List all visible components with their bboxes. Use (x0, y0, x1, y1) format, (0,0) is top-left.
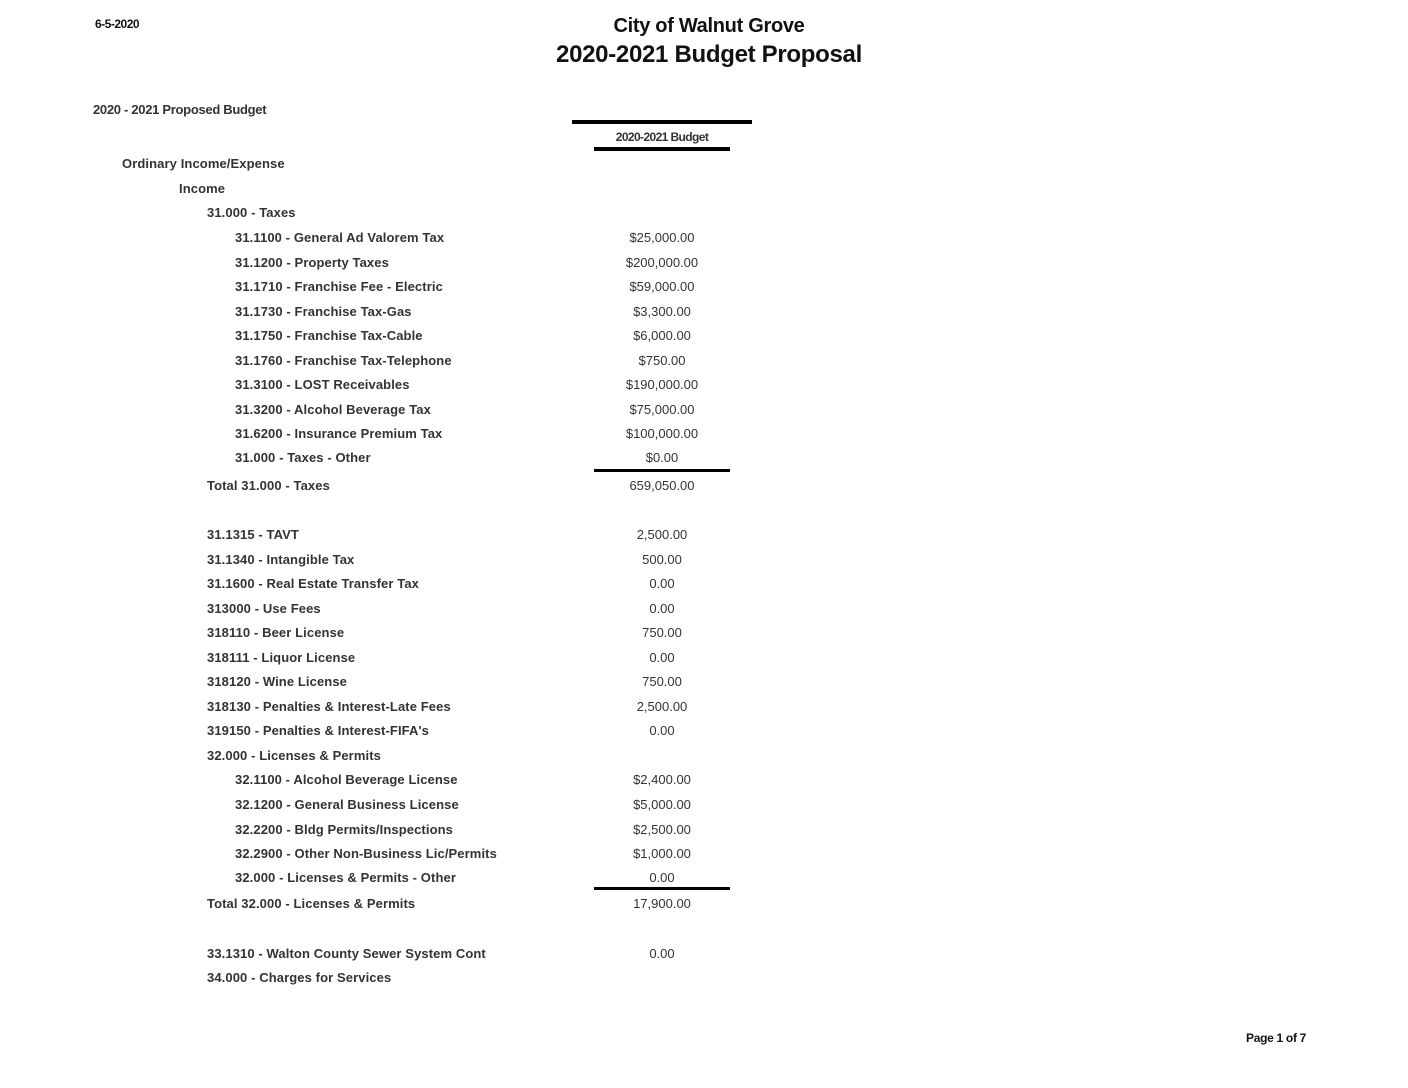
row-value: $25,000.00 (629, 230, 695, 245)
row-value: $2,500.00 (633, 822, 691, 837)
row-value: 17,900.00 (633, 896, 691, 911)
row-value: 750.00 (642, 674, 682, 689)
table-row (0, 946, 1408, 966)
row-value: 0.00 (649, 723, 675, 738)
table-row (0, 970, 1408, 990)
table-row (0, 650, 1408, 670)
table-row (0, 797, 1408, 817)
table-row (0, 328, 1408, 348)
row-label: 34.000 - Charges for Services (207, 970, 392, 985)
row-label: 31.6200 - Insurance Premium Tax (235, 426, 443, 441)
row-value: 2,500.00 (636, 527, 688, 542)
table-row (0, 748, 1408, 768)
table-row (0, 377, 1408, 397)
table-row (0, 230, 1408, 250)
row-label: 318111 - Liquor License (207, 650, 356, 665)
row-value: $1,000.00 (633, 846, 691, 861)
row-label: Total 31.000 - Taxes (207, 478, 330, 493)
table-row (0, 822, 1408, 842)
report-subtitle: 2020 - 2021 Proposed Budget (93, 102, 267, 117)
row-label: 313000 - Use Fees (207, 601, 321, 616)
table-row (0, 205, 1408, 225)
row-value: 2,500.00 (636, 699, 688, 714)
row-value: $100,000.00 (625, 426, 699, 441)
row-label: 318120 - Wine License (207, 674, 347, 689)
row-label: 33.1310 - Walton County Sewer System Cont (207, 946, 486, 961)
row-value: $200,000.00 (625, 255, 699, 270)
row-value: $5,000.00 (633, 797, 691, 812)
row-label: 31.000 - Taxes (207, 205, 296, 220)
table-row (0, 426, 1408, 446)
row-value: 0.00 (649, 870, 675, 885)
row-value: 0.00 (649, 650, 675, 665)
row-label: 32.1100 - Alcohol Beverage License (235, 772, 458, 787)
total-row (0, 896, 1408, 916)
row-label: 32.000 - Licenses & Permits (207, 748, 381, 763)
row-label: 31.1315 - TAVT (207, 527, 299, 542)
row-value: 750.00 (642, 625, 682, 640)
table-row (0, 279, 1408, 299)
row-value: $190,000.00 (625, 377, 699, 392)
row-value: $75,000.00 (629, 402, 695, 417)
row-label: 31.1730 - Franchise Tax-Gas (235, 304, 412, 319)
row-label: Income (179, 181, 226, 196)
row-value: $59,000.00 (629, 279, 695, 294)
table-row (0, 772, 1408, 792)
row-label: 31.1200 - Property Taxes (235, 255, 389, 270)
table-row (0, 402, 1408, 422)
row-label: 319150 - Penalties & Interest-FIFA's (207, 723, 430, 738)
table-row (0, 552, 1408, 572)
row-label: 32.000 - Licenses & Permits - Other (235, 870, 456, 885)
report-date: 6-5-2020 (95, 17, 140, 31)
column-header-budget: 2020-2021 Budget (615, 130, 709, 144)
row-label: 318130 - Penalties & Interest-Late Fees (207, 699, 451, 714)
row-label: 31.000 - Taxes - Other (235, 450, 371, 465)
table-row (0, 846, 1408, 866)
total-row (0, 478, 1408, 498)
subtotal-rule (594, 469, 730, 472)
row-value: 500.00 (642, 552, 682, 567)
table-row (0, 156, 1408, 176)
row-label: 32.2900 - Other Non-Business Lic/Permits (235, 846, 497, 861)
row-value: $6,000.00 (633, 328, 691, 343)
table-row (0, 576, 1408, 596)
row-value: $750.00 (638, 353, 686, 368)
page-number: Page 1 of 7 (1246, 1031, 1307, 1045)
row-label: 31.1600 - Real Estate Transfer Tax (207, 576, 419, 591)
row-label: 31.3200 - Alcohol Beverage Tax (235, 402, 431, 417)
row-label: 31.1760 - Franchise Tax-Telephone (235, 353, 452, 368)
table-row (0, 181, 1408, 201)
table-row (0, 527, 1408, 547)
table-row (0, 304, 1408, 324)
table-row (0, 255, 1408, 275)
organization-name: City of Walnut Grove (613, 15, 805, 37)
row-label: 32.2200 - Bldg Permits/Inspections (235, 822, 453, 837)
table-row (0, 353, 1408, 373)
table-row (0, 625, 1408, 645)
table-row (0, 699, 1408, 719)
table-row (0, 450, 1408, 470)
row-value: 659,050.00 (629, 478, 695, 493)
row-label: 318110 - Beer License (207, 625, 345, 640)
row-label: Total 32.000 - Licenses & Permits (207, 896, 416, 911)
table-row (0, 674, 1408, 694)
row-label: 31.1100 - General Ad Valorem Tax (235, 230, 445, 245)
row-label: 31.3100 - LOST Receivables (235, 377, 410, 392)
row-value: 0.00 (649, 576, 675, 591)
row-value: $2,400.00 (633, 772, 691, 787)
row-value: 0.00 (649, 601, 675, 616)
report-title: 2020-2021 Budget Proposal (556, 41, 862, 68)
row-label: 31.1710 - Franchise Fee - Electric (235, 279, 443, 294)
row-value: 0.00 (649, 946, 675, 961)
table-row (0, 601, 1408, 621)
row-label: 32.1200 - General Business License (235, 797, 459, 812)
row-value: $0.00 (645, 450, 679, 465)
subtotal-rule (594, 887, 730, 890)
column-top-rule (572, 120, 752, 124)
row-value: $3,300.00 (633, 304, 691, 319)
row-label: Ordinary Income/Expense (122, 156, 285, 171)
table-row (0, 723, 1408, 743)
row-label: 31.1750 - Franchise Tax-Cable (235, 328, 423, 343)
row-label: 31.1340 - Intangible Tax (207, 552, 355, 567)
column-header-rule (594, 147, 730, 151)
